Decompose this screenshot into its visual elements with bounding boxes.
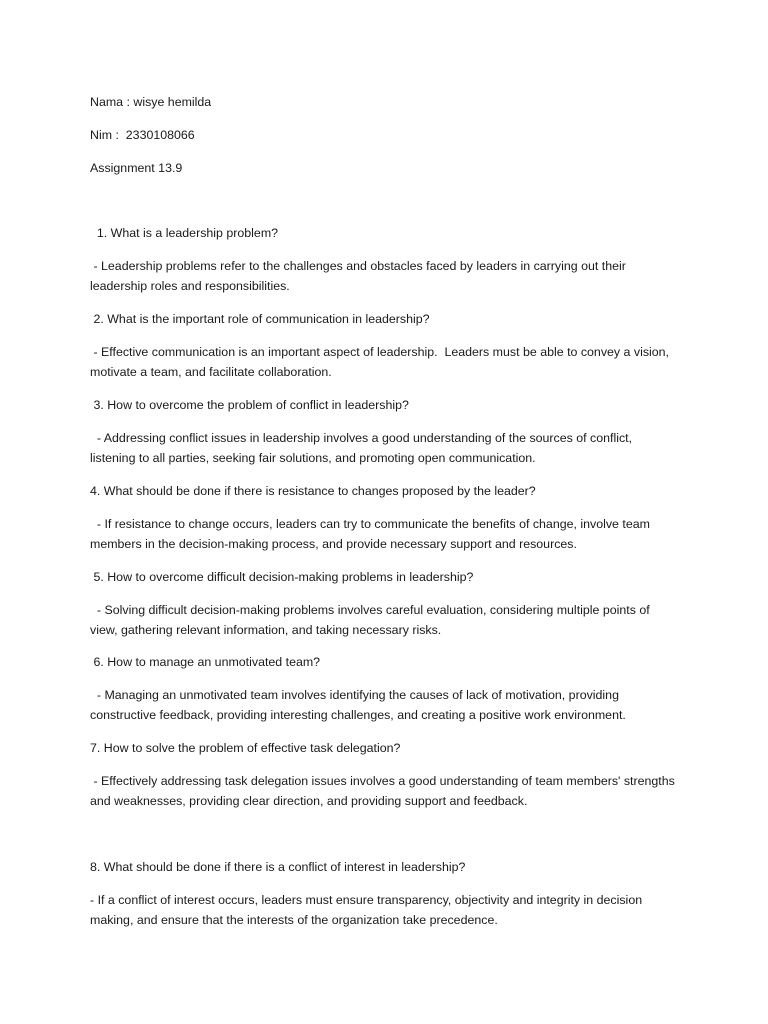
question-6: 6. How to manage an unmotivated team? (90, 655, 321, 669)
answer-6: - Managing an unmotivated team involves identifying the causes of lack of motivation, providing constructive feedback, providing interesting challenges, and creating a positive work environment. (90, 688, 626, 722)
question-4: 4. What should be done if there is resistance to changes proposed by the leader? (90, 484, 536, 498)
question-3: 3. How to overcome the problem of conflict in leadership? (90, 398, 409, 412)
answer-5: - Solving difficult decision-making problems involves careful evaluation, considering multiple points of view, gathering relevant information, and taking necessary risks. (90, 603, 654, 637)
assignment-title: Assignment 13.9 (90, 161, 183, 175)
answer-1: - Leadership problems refer to the challenges and obstacles faced by leaders in carrying out their leadership roles and responsibilities. (90, 259, 630, 293)
student-nim: Nim : 2330108066 (90, 128, 195, 142)
answer-7: - Effectively addressing task delegation issues involves a good understanding of team members' strengths and weaknesses, providing clear direction, and providing support and feedback. (90, 774, 679, 808)
answer-3: - Addressing conflict issues in leadership involves a good understanding of the sources of conflict, listening to all parties, seeking fair solutions, and promoting open communication. (90, 431, 636, 465)
question-2: 2. What is the important role of communication in leadership? (90, 312, 430, 326)
answer-4: - If resistance to change occurs, leaders can try to communicate the benefits of change, involve team members in the decision-making process, and provide necessary support and resources. (90, 517, 654, 551)
answer-2: - Effective communication is an important aspect of leadership. Leaders must be able to convey a vision, motivate a team, and facilitate collaboration. (90, 345, 673, 379)
answer-8: - If a conflict of interest occurs, leaders must ensure transparency, objectivity and integrity in decision making, and ensure that the interests of the organization take precedence. (90, 893, 646, 927)
question-1: 1. What is a leadership problem? (90, 226, 279, 240)
student-name: Nama : wisye hemilda (90, 95, 212, 109)
question-7: 7. How to solve the problem of effective task delegation? (90, 741, 401, 755)
question-5: 5. How to overcome difficult decision-making problems in leadership? (90, 570, 474, 584)
question-8: 8. What should be done if there is a conflict of interest in leadership? (90, 860, 466, 874)
